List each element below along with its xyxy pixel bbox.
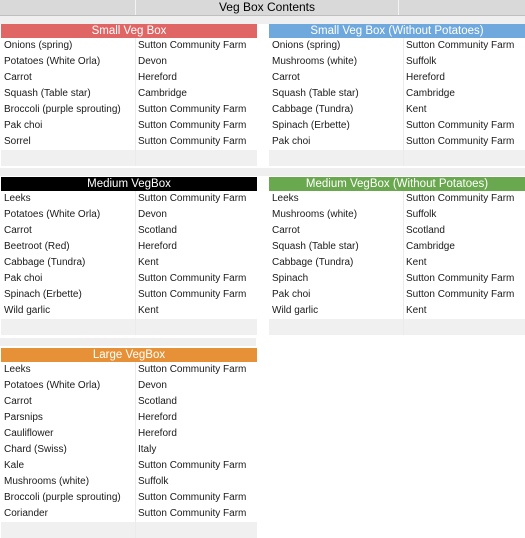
sheet-title-bar bbox=[0, 0, 525, 16]
veg-name: Kale bbox=[4, 460, 25, 471]
cell-divider bbox=[135, 319, 136, 335]
veg-name: Cabbage (Tundra) bbox=[272, 257, 354, 268]
empty-row bbox=[1, 150, 257, 166]
table-row bbox=[269, 239, 525, 255]
spacer-row bbox=[0, 338, 256, 346]
farm-origin: Cambridge bbox=[138, 88, 187, 99]
veg-name: Carrot bbox=[4, 396, 32, 407]
farm-origin: Sutton Community Farm bbox=[138, 136, 247, 147]
table-row bbox=[1, 490, 257, 506]
cell-divider bbox=[403, 255, 404, 271]
veg-name: Pak choi bbox=[4, 120, 43, 131]
cell-divider bbox=[403, 54, 404, 70]
cell-divider bbox=[403, 319, 404, 335]
cell-divider bbox=[135, 458, 136, 474]
cell-divider bbox=[403, 118, 404, 134]
section-header: Small Veg Box (Without Potatoes) bbox=[269, 24, 525, 38]
spacer-row bbox=[0, 168, 525, 176]
cell-divider bbox=[135, 426, 136, 442]
veg-name: Broccoli (purple sprouting) bbox=[4, 492, 121, 503]
farm-origin: Scotland bbox=[138, 396, 177, 407]
cell-divider bbox=[135, 223, 136, 239]
farm-origin: Suffolk bbox=[138, 476, 169, 487]
table-row bbox=[1, 410, 257, 426]
veg-name: Squash (Table star) bbox=[272, 241, 359, 252]
cell-divider bbox=[135, 239, 136, 255]
table-row bbox=[269, 86, 525, 102]
veg-name: Chard (Swiss) bbox=[4, 444, 67, 455]
cell-divider bbox=[135, 86, 136, 102]
table-row bbox=[1, 287, 257, 303]
spacer-row bbox=[0, 16, 525, 24]
table-row bbox=[1, 70, 257, 86]
farm-origin: Sutton Community Farm bbox=[406, 193, 515, 204]
cell-divider bbox=[403, 207, 404, 223]
table-row bbox=[1, 362, 257, 378]
farm-origin: Sutton Community Farm bbox=[406, 289, 515, 300]
veg-name: Potatoes (White Orla) bbox=[4, 209, 101, 220]
veg-name: Spinach (Erbette) bbox=[4, 289, 82, 300]
empty-row bbox=[269, 319, 525, 335]
table-row bbox=[1, 207, 257, 223]
farm-origin: Kent bbox=[406, 257, 427, 268]
table-row bbox=[269, 54, 525, 70]
farm-origin: Hereford bbox=[138, 412, 177, 423]
table-row bbox=[269, 70, 525, 86]
column-divider bbox=[398, 0, 399, 15]
veg-name: Cabbage (Tundra) bbox=[4, 257, 86, 268]
cell-divider bbox=[135, 70, 136, 86]
table-row bbox=[1, 118, 257, 134]
cell-divider bbox=[403, 271, 404, 287]
table-row bbox=[1, 86, 257, 102]
table-row bbox=[1, 474, 257, 490]
veg-name: Carrot bbox=[4, 72, 32, 83]
farm-origin: Scotland bbox=[406, 225, 445, 236]
farm-origin: Hereford bbox=[138, 72, 177, 83]
cell-divider bbox=[135, 410, 136, 426]
sheet-title: Veg Box Contents bbox=[218, 0, 316, 14]
cell-divider bbox=[403, 223, 404, 239]
veg-name: Carrot bbox=[272, 72, 300, 83]
veg-name: Spinach bbox=[272, 273, 309, 284]
cell-divider bbox=[135, 506, 136, 522]
cell-divider bbox=[403, 86, 404, 102]
farm-origin: Sutton Community Farm bbox=[138, 460, 247, 471]
table-row bbox=[269, 255, 525, 271]
farm-origin: Hereford bbox=[138, 428, 177, 439]
cell-divider bbox=[135, 102, 136, 118]
table-row bbox=[269, 134, 525, 150]
farm-origin: Sutton Community Farm bbox=[138, 40, 247, 51]
cell-divider bbox=[403, 134, 404, 150]
cell-divider bbox=[135, 442, 136, 458]
table-row bbox=[1, 102, 257, 118]
cell-divider bbox=[403, 38, 404, 54]
farm-origin: Suffolk bbox=[406, 56, 437, 67]
empty-row bbox=[1, 522, 257, 538]
farm-origin: Sutton Community Farm bbox=[138, 193, 247, 204]
box-medium bbox=[1, 177, 257, 335]
veg-name: Cauliflower bbox=[4, 428, 54, 439]
farm-origin: Italy bbox=[138, 444, 157, 455]
cell-divider bbox=[135, 474, 136, 490]
veg-name: Onions (spring) bbox=[4, 40, 73, 51]
cell-divider bbox=[135, 54, 136, 70]
veg-name: Coriander bbox=[4, 508, 48, 519]
veg-name: Beetroot (Red) bbox=[4, 241, 70, 252]
veg-name: Potatoes (White Orla) bbox=[4, 380, 101, 391]
farm-origin: Devon bbox=[138, 209, 167, 220]
table-row bbox=[269, 207, 525, 223]
veg-name: Squash (Table star) bbox=[272, 88, 359, 99]
section-header: Medium VegBox bbox=[1, 177, 257, 191]
cell-divider bbox=[135, 255, 136, 271]
farm-origin: Sutton Community Farm bbox=[138, 492, 247, 503]
farm-origin: Sutton Community Farm bbox=[138, 289, 247, 300]
farm-origin: Sutton Community Farm bbox=[406, 136, 515, 147]
veg-name: Leeks bbox=[4, 364, 31, 375]
cell-divider bbox=[403, 239, 404, 255]
farm-origin: Cambridge bbox=[406, 88, 455, 99]
cell-divider bbox=[135, 378, 136, 394]
farm-origin: Sutton Community Farm bbox=[138, 104, 247, 115]
veg-name: Mushrooms (white) bbox=[272, 209, 358, 220]
farm-origin: Sutton Community Farm bbox=[138, 273, 247, 284]
veg-name: Wild garlic bbox=[272, 305, 319, 316]
farm-origin: Sutton Community Farm bbox=[138, 120, 247, 131]
table-row bbox=[269, 118, 525, 134]
table-row bbox=[1, 442, 257, 458]
cell-divider bbox=[135, 150, 136, 166]
table-row bbox=[1, 134, 257, 150]
veg-name: Onions (spring) bbox=[272, 40, 341, 51]
farm-origin: Devon bbox=[138, 56, 167, 67]
box-small bbox=[1, 24, 257, 166]
veg-name: Leeks bbox=[272, 193, 299, 204]
veg-name: Leeks bbox=[4, 193, 31, 204]
farm-origin: Devon bbox=[138, 380, 167, 391]
cell-divider bbox=[135, 522, 136, 538]
table-row bbox=[269, 287, 525, 303]
veg-name: Spinach (Erbette) bbox=[272, 120, 350, 131]
table-row bbox=[269, 223, 525, 239]
veg-name: Carrot bbox=[272, 225, 300, 236]
cell-divider bbox=[135, 207, 136, 223]
table-row bbox=[269, 191, 525, 207]
table-row bbox=[269, 303, 525, 319]
cell-divider bbox=[135, 118, 136, 134]
cell-divider bbox=[403, 303, 404, 319]
cell-divider bbox=[135, 191, 136, 207]
cell-divider bbox=[135, 362, 136, 378]
veg-name: Pak choi bbox=[272, 136, 311, 147]
box-medium-without-potatoes bbox=[269, 177, 525, 335]
table-row bbox=[1, 54, 257, 70]
cell-divider bbox=[135, 394, 136, 410]
table-row bbox=[1, 223, 257, 239]
veg-name: Carrot bbox=[4, 225, 32, 236]
farm-origin: Scotland bbox=[138, 225, 177, 236]
farm-origin: Cambridge bbox=[406, 241, 455, 252]
table-row bbox=[269, 38, 525, 54]
table-row bbox=[1, 426, 257, 442]
section-header: Small Veg Box bbox=[1, 24, 257, 38]
veg-name: Pak choi bbox=[272, 289, 311, 300]
cell-divider bbox=[403, 191, 404, 207]
cell-divider bbox=[135, 303, 136, 319]
veg-name: Mushrooms (white) bbox=[272, 56, 358, 67]
empty-row bbox=[269, 150, 525, 166]
veg-name: Squash (Table star) bbox=[4, 88, 91, 99]
cell-divider bbox=[403, 102, 404, 118]
farm-origin: Kent bbox=[138, 257, 159, 268]
table-row bbox=[1, 271, 257, 287]
box-small-without-potatoes bbox=[269, 24, 525, 166]
table-row bbox=[1, 239, 257, 255]
farm-origin: Suffolk bbox=[406, 209, 437, 220]
veg-name: Potatoes (White Orla) bbox=[4, 56, 101, 67]
farm-origin: Sutton Community Farm bbox=[138, 364, 247, 375]
veg-name: Mushrooms (white) bbox=[4, 476, 90, 487]
empty-row bbox=[1, 319, 257, 335]
table-row bbox=[1, 378, 257, 394]
farm-origin: Kent bbox=[406, 104, 427, 115]
veg-name: Wild garlic bbox=[4, 305, 51, 316]
section-header: Large VegBox bbox=[1, 348, 257, 362]
cell-divider bbox=[135, 134, 136, 150]
table-row bbox=[1, 255, 257, 271]
cell-divider bbox=[403, 150, 404, 166]
cell-divider bbox=[135, 287, 136, 303]
table-row bbox=[1, 303, 257, 319]
cell-divider bbox=[403, 70, 404, 86]
veg-name: Parsnips bbox=[4, 412, 43, 423]
farm-origin: Hereford bbox=[138, 241, 177, 252]
box-large bbox=[1, 348, 257, 538]
section-header: Medium VegBox (Without Potatoes) bbox=[269, 177, 525, 191]
farm-origin: Kent bbox=[406, 305, 427, 316]
farm-origin: Sutton Community Farm bbox=[406, 40, 515, 51]
cell-divider bbox=[135, 38, 136, 54]
farm-origin: Kent bbox=[138, 305, 159, 316]
table-row bbox=[269, 102, 525, 118]
farm-origin: Sutton Community Farm bbox=[138, 508, 247, 519]
table-row bbox=[269, 271, 525, 287]
cell-divider bbox=[135, 271, 136, 287]
cell-divider bbox=[135, 490, 136, 506]
veg-name: Cabbage (Tundra) bbox=[272, 104, 354, 115]
table-row bbox=[1, 191, 257, 207]
table-row bbox=[1, 506, 257, 522]
veg-name: Broccoli (purple sprouting) bbox=[4, 104, 121, 115]
cell-divider bbox=[403, 287, 404, 303]
farm-origin: Hereford bbox=[406, 72, 445, 83]
table-row bbox=[1, 38, 257, 54]
veg-name: Sorrel bbox=[4, 136, 31, 147]
farm-origin: Sutton Community Farm bbox=[406, 120, 515, 131]
table-row bbox=[1, 458, 257, 474]
table-row bbox=[1, 394, 257, 410]
farm-origin: Sutton Community Farm bbox=[406, 273, 515, 284]
veg-name: Pak choi bbox=[4, 273, 43, 284]
